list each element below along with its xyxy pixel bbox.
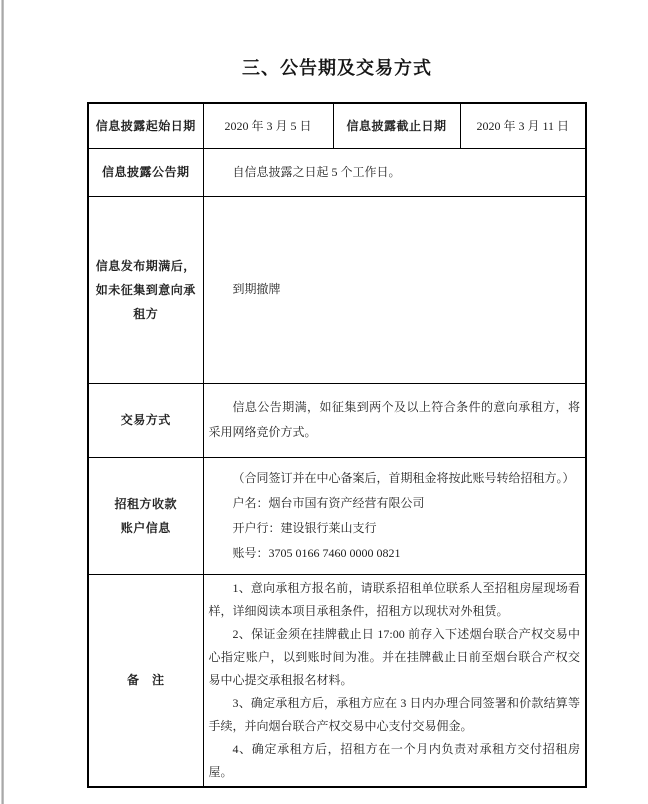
disclosure-start-value: 2020 年 3 月 5 日: [203, 103, 333, 148]
page-edge-shadow: [1, 0, 4, 804]
disclosure-start-label: 信息披露起始日期: [88, 103, 203, 148]
remarks-paragraph: 2、保证金须在挂牌截止日 17:00 前存入下述烟台联合产权交易中心指定账户，以到账时间为准。并在挂牌截止日前至烟台联合产权交易中心提交承租报名材料。: [208, 626, 580, 687]
disclosure-end-label: 信息披露截止日期: [333, 103, 460, 148]
account-number-line: 账号：3705 0166 7460 0000 0821: [232, 545, 401, 560]
account-holder-line: 户名：烟台市国有资产经营有限公司: [232, 495, 425, 510]
announcement-period-value: 自信息披露之日起 5 个工作日。: [203, 148, 586, 196]
remarks-paragraph: 3、确定承租方后，承租方应在 3 日内办理合同签署和价款结算等手续，并向烟台联合产权交易中心支付交易佣金。: [208, 695, 580, 733]
account-bank-line: 开户行：建设银行莱山支行: [232, 520, 377, 535]
account-note-line: （合同签订并在中心备案后，首期租金将按此账号转给招租方。）: [232, 470, 575, 485]
section-title: 三、公告期及交易方式: [242, 58, 432, 78]
row-remarks: [88, 574, 586, 787]
expiry-value: 到期撤牌: [203, 196, 586, 383]
account-info-label-line: 账户信息: [120, 520, 171, 535]
disclosure-end-value: 2020 年 3 月 11 日: [460, 103, 586, 148]
account-info-label-line: 招租方收款: [114, 496, 177, 511]
row-trade-method: [88, 383, 586, 457]
expiry-label: [88, 196, 203, 383]
remarks-value: [203, 574, 586, 787]
announcement-period-label: 信息披露公告期: [88, 148, 203, 196]
row-account-info: [88, 457, 586, 574]
row-expiry: [88, 196, 586, 383]
remarks-label: 备 注: [88, 574, 203, 787]
trade-method-label: 交易方式: [88, 383, 203, 457]
account-info-label: [88, 457, 203, 574]
account-info-value: [203, 457, 586, 574]
announcement-info-table: [87, 102, 587, 788]
remarks-paragraph: 4、确定承租方后，招租方在一个月内负责对承租方交付招租房屋。: [208, 741, 580, 779]
trade-method-value: 信息公告期满，如征集到两个及以上符合条件的意向承租方，将采用网络竞价方式。: [203, 383, 586, 457]
row-disclosure-dates: [88, 103, 586, 148]
expiry-label-line: 租方: [133, 306, 159, 321]
row-announcement-period: [88, 148, 586, 196]
expiry-label-line: 如未征集到意向承: [95, 282, 196, 297]
expiry-label-line: 信息发布期满后，: [95, 258, 196, 273]
remarks-paragraph: 1、意向承租方报名前，请联系招租单位联系人至招租房屋现场看样，详细阅读本项目承租条件，招租方以现状对外租赁。: [208, 580, 580, 618]
